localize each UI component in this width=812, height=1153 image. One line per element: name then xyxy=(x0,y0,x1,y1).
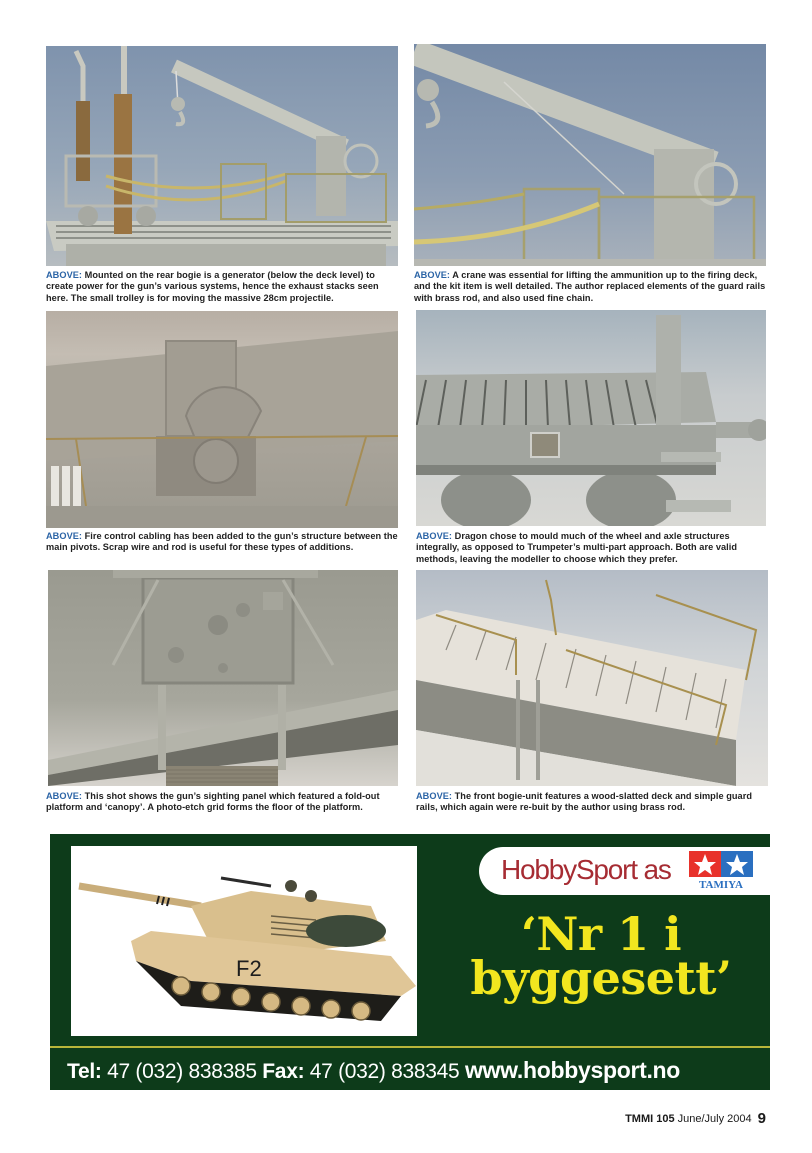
hobbysport-brand-name: HobbySport as xyxy=(501,854,671,885)
caption-lead: ABOVE: xyxy=(414,270,451,280)
wheel-axle-illustration xyxy=(416,310,766,526)
tamiya-wordmark: TAMIYA xyxy=(698,879,744,891)
photo-front-bogie xyxy=(416,570,768,786)
page-folio xyxy=(625,1110,766,1127)
caption-text: Dragon chose to mould much of the wheel and axle structures integrally, as opposed to Trumpeter’s multi-part approach. Both are valid methods, leaving the modeller to choose which they prefer. xyxy=(416,531,738,564)
gun-pivot-illustration xyxy=(46,311,398,528)
hobbysport-advertisement xyxy=(50,834,770,1090)
tamiya-star-icon xyxy=(689,851,753,891)
caption-text: This shot shows the gun’s sighting panel which featured a fold-out platform and ‘canopy’. A photo-etch grid forms the floor of the platform. xyxy=(46,791,380,813)
caption-generator xyxy=(46,270,402,304)
caption-lead: ABOVE: xyxy=(416,791,453,801)
caption-front-bogie xyxy=(416,791,772,814)
photo-fire-control-cabling xyxy=(46,311,398,528)
fax-number: 47 (032) 838345 xyxy=(304,1060,465,1083)
photo-generator-deck xyxy=(46,46,398,266)
caption-text: Mounted on the rear bogie is a generator (below the deck level) to create power for the gun’s various systems, hence the exhaust stacks seen here. The small trolley is for moving the massive 28cm projectile. xyxy=(46,270,379,303)
slogan-line-2: byggesett’ xyxy=(470,951,732,1005)
website-link[interactable]: www.hobbysport.no xyxy=(464,1057,681,1083)
tamiya-logo xyxy=(689,851,753,891)
abrams-tank-illustration xyxy=(71,846,417,1036)
magazine-issue: TMMI 105 xyxy=(625,1113,675,1125)
caption-fire-control xyxy=(46,531,402,554)
ad-tank-photo xyxy=(71,846,417,1036)
photo-wheel-axle xyxy=(416,310,766,526)
ad-divider xyxy=(50,1046,770,1048)
caption-lead: ABOVE: xyxy=(416,531,453,541)
caption-sighting-panel xyxy=(46,791,402,814)
caption-text: Fire control cabling has been added to the gun’s structure between the main pivots. Scrap wire and rod is useful for these types of additions. xyxy=(46,531,398,553)
caption-lead: ABOVE: xyxy=(46,270,83,280)
slogan-line-1: ‘Nr 1 i xyxy=(520,907,682,961)
caption-text: A crane was essential for lifting the ammunition up to the firing deck, and the kit item is well detailed. The author replaced elements of the guard rails with brass rod, and also used fine chain. xyxy=(414,270,766,303)
sighting-panel-illustration xyxy=(48,570,398,786)
caption-crane xyxy=(414,270,770,304)
ad-contact-line xyxy=(50,1053,770,1087)
caption-wheel-axle xyxy=(416,531,772,565)
ad-slogan xyxy=(432,907,770,1005)
caption-lead: ABOVE: xyxy=(46,531,83,541)
photo-sighting-panel xyxy=(48,570,398,786)
issue-date: June/July 2004 xyxy=(674,1113,752,1125)
tel-number: 47 (032) 838385 xyxy=(101,1060,263,1083)
caption-lead: ABOVE: xyxy=(46,791,83,801)
tel-label: Tel: xyxy=(67,1060,102,1083)
page-number: 9 xyxy=(757,1110,766,1127)
tank-marking: F2 xyxy=(236,956,262,981)
crane-illustration xyxy=(414,44,766,266)
brand-banner xyxy=(479,847,772,895)
front-bogie-illustration xyxy=(416,570,768,786)
caption-text: The front bogie-unit features a wood-slatted deck and simple guard rails, which again were re-buit by the author using brass rod. xyxy=(416,791,752,813)
generator-deck-illustration xyxy=(46,46,398,266)
photo-crane xyxy=(414,44,766,266)
fax-label: Fax: xyxy=(262,1060,305,1083)
